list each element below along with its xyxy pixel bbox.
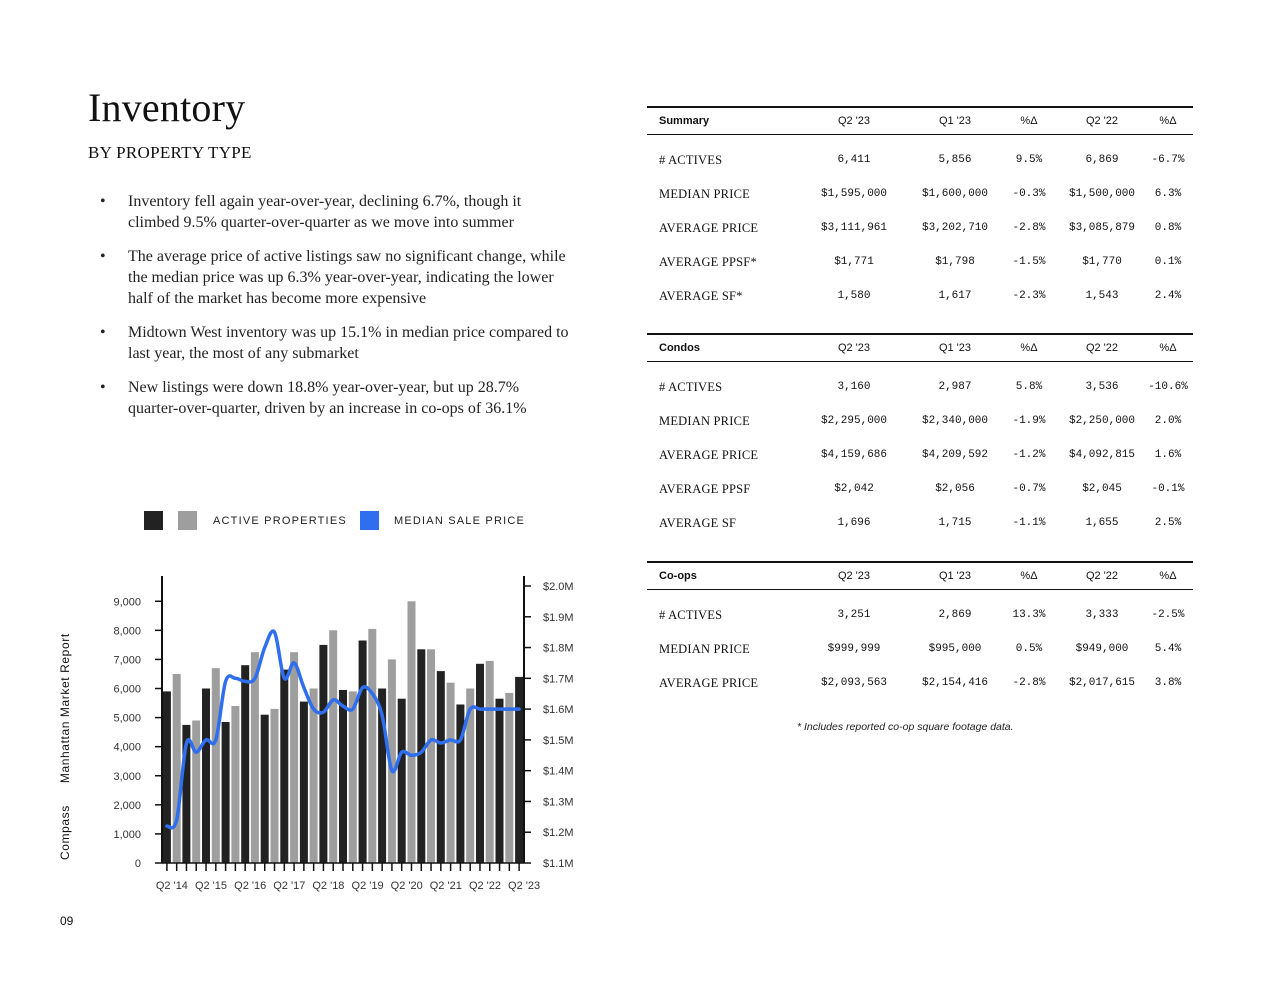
x-axis-tick-label: Q2 '17 <box>273 880 306 892</box>
legend-active-label: ACTIVE PROPERTIES <box>213 515 347 527</box>
table-cell: 1,543 <box>1085 290 1119 302</box>
left-axis-tick-label: 7,000 <box>113 654 141 667</box>
bullet-item: • New listings were down 18.8% year-over-year, but up 28.7% quarter-over-quarter, driven by an increase in co-ops of 36.1% <box>100 377 570 419</box>
table-cell: $2,340,000 <box>921 415 988 427</box>
table-cell: $2,154,416 <box>921 677 988 689</box>
x-axis-tick-label: Q2 '14 <box>155 880 188 892</box>
right-axis-tick-label: $1.1M <box>543 858 574 870</box>
summary-table <box>647 106 1193 313</box>
right-axis-tick-label: $1.9M <box>543 611 574 624</box>
active-properties-bar <box>486 661 494 863</box>
table-cell: $2,045 <box>1082 483 1122 495</box>
table-cell: $4,092,815 <box>1068 449 1135 461</box>
table-cell: 1,696 <box>837 517 871 529</box>
right-axis-tick-label: $1.7M <box>543 673 574 686</box>
active-properties-bar <box>417 649 425 863</box>
table-header-cell: Q1 '23 <box>913 107 997 135</box>
active-properties-bar <box>515 677 523 863</box>
table-cell: $1,798 <box>935 256 975 268</box>
x-axis-tick-label: Q2 '23 <box>508 880 541 892</box>
inventory-chart <box>0 560 600 900</box>
legend-median-label: MEDIAN SALE PRICE <box>394 515 526 527</box>
left-axis-tick-label: 9,000 <box>113 596 141 609</box>
active-properties-bar <box>319 645 327 863</box>
right-axis-tick-label: $1.8M <box>543 642 574 655</box>
table-cell: -1.5% <box>1012 256 1046 268</box>
table-cell: 2,987 <box>938 381 972 393</box>
table-cell: 1.6% <box>1154 449 1182 461</box>
left-axis-tick-label: 2,000 <box>113 799 141 812</box>
table-cell: -2.5% <box>1151 609 1185 621</box>
table-row <box>647 438 1193 472</box>
table-cell: 3,536 <box>1085 381 1119 393</box>
table-cell: $2,042 <box>834 483 874 495</box>
table-cell: 13.3% <box>1012 609 1046 621</box>
left-axis-tick-label: 3,000 <box>113 770 141 783</box>
left-axis-tick-label: 6,000 <box>113 683 141 696</box>
table-cell: 3.8% <box>1154 677 1182 689</box>
table-cell: $4,209,592 <box>921 449 988 461</box>
active-properties-bar <box>505 693 513 863</box>
table-row <box>647 666 1193 700</box>
table-cell: $2,295,000 <box>820 415 887 427</box>
table-header-cell: Q2 '23 <box>795 107 913 135</box>
table-cell: -6.7% <box>1151 154 1185 166</box>
left-axis-tick-label: 5,000 <box>113 712 141 725</box>
legend-swatch-dark <box>144 511 163 530</box>
table-cell: 5.4% <box>1154 643 1182 655</box>
x-axis-tick-label: Q2 '18 <box>312 880 345 892</box>
table-cell: $2,056 <box>935 483 975 495</box>
active-properties-bar <box>359 641 367 864</box>
table-header-cell: Q2 '22 <box>1061 334 1143 362</box>
table-row <box>647 211 1193 245</box>
table-cell: $1,600,000 <box>921 188 988 200</box>
table-cell: 6.3% <box>1154 188 1182 200</box>
table-cell: 2.5% <box>1154 517 1182 529</box>
table-cell: 6,869 <box>1085 154 1119 166</box>
table-row <box>647 245 1193 279</box>
active-properties-bar <box>329 630 337 863</box>
active-properties-bar <box>241 665 249 863</box>
table-cell: 1,617 <box>938 290 972 302</box>
active-properties-bar <box>408 601 416 863</box>
row-label: AVERAGE PPSF <box>659 481 751 496</box>
side-label <box>58 620 74 860</box>
table-cell: $4,159,686 <box>820 449 887 461</box>
active-properties-bar <box>202 689 210 864</box>
right-axis-tick-label: $1.4M <box>543 765 574 778</box>
active-properties-bar <box>231 706 239 863</box>
active-properties-bar <box>476 664 484 863</box>
table-cell: 0.5% <box>1015 643 1043 655</box>
table-cell: -2.8% <box>1012 677 1046 689</box>
active-properties-bar <box>163 691 171 863</box>
table-cell: 2.0% <box>1154 415 1182 427</box>
bullet-item: • Inventory fell again year-over-year, declining 6.7%, though it climbed 9.5% quarter-over-quarter as we move into summer <box>100 191 570 233</box>
table-cell: -0.7% <box>1012 483 1046 495</box>
condos-table <box>647 333 1193 540</box>
table-header-cell: Q2 '22 <box>1061 107 1143 135</box>
table-header-cell: Co-ops <box>647 562 795 590</box>
legend-swatch-light <box>178 511 197 530</box>
table-cell: $1,770 <box>1082 256 1122 268</box>
table-header-cell: Q1 '23 <box>913 562 997 590</box>
left-axis-tick-label: 1,000 <box>113 828 141 841</box>
table-header-cell: Q2 '23 <box>795 562 913 590</box>
x-axis-tick-label: Q2 '19 <box>351 880 384 892</box>
active-properties-bar <box>212 668 220 863</box>
x-axis-tick-label: Q2 '20 <box>390 880 423 892</box>
table-cell: $2,093,563 <box>820 677 887 689</box>
x-axis-tick-label: Q2 '22 <box>468 880 502 892</box>
row-label: AVERAGE PRICE <box>659 675 759 690</box>
x-axis-tick-label: Q2 '21 <box>429 880 462 892</box>
table-header-cell: Q1 '23 <box>913 334 997 362</box>
active-properties-bar <box>271 709 279 863</box>
table-cell: 5,856 <box>938 154 972 166</box>
row-label: # ACTIVES <box>659 607 723 622</box>
table-cell: $3,202,710 <box>921 222 988 234</box>
table-header-cell: %Δ <box>1143 334 1193 362</box>
page-subtitle: BY PROPERTY TYPE <box>88 143 252 162</box>
table-cell: -0.1% <box>1151 483 1185 495</box>
table-cell: 3,160 <box>837 381 871 393</box>
active-properties-bar <box>280 670 288 863</box>
page-number: 09 <box>60 914 74 928</box>
table-cell: $2,250,000 <box>1068 415 1135 427</box>
active-properties-bar <box>222 722 230 863</box>
table-cell: $1,595,000 <box>820 188 887 200</box>
table-header-cell: Condos <box>647 334 795 362</box>
row-label: MEDIAN PRICE <box>659 413 750 428</box>
table-header-cell: %Δ <box>1143 562 1193 590</box>
right-axis-tick-label: $1.2M <box>543 827 574 840</box>
table-cell: 1,580 <box>837 290 871 302</box>
table-row <box>647 632 1193 666</box>
active-properties-bar <box>251 652 259 863</box>
row-label: # ACTIVES <box>659 379 723 394</box>
page-title: Inventory <box>88 85 246 130</box>
table-cell: $1,771 <box>834 256 874 268</box>
table-row <box>647 143 1193 177</box>
table-cell: $3,085,879 <box>1068 222 1135 234</box>
row-label: MEDIAN PRICE <box>659 186 750 201</box>
table-row <box>647 177 1193 211</box>
table-header-cell: %Δ <box>997 562 1061 590</box>
table-cell: 1,715 <box>938 517 972 529</box>
table-cell: 0.1% <box>1154 256 1182 268</box>
table-cell: -1.1% <box>1012 517 1046 529</box>
left-axis-tick-label: 8,000 <box>113 625 141 638</box>
active-properties-bar <box>290 652 298 863</box>
left-axis-tick-label: 0 <box>134 858 141 870</box>
row-label: # ACTIVES <box>659 152 723 167</box>
x-axis-tick-label: Q2 '16 <box>234 880 267 892</box>
active-properties-bar <box>398 699 406 863</box>
table-cell: $3,111,961 <box>820 222 887 234</box>
table-cell: 3,333 <box>1085 609 1119 621</box>
table-cell: $999,999 <box>827 643 881 655</box>
active-properties-bar <box>447 683 455 863</box>
x-axis-tick-label: Q2 '15 <box>194 880 228 892</box>
row-label: MEDIAN PRICE <box>659 641 750 656</box>
table-row <box>647 598 1193 632</box>
table-header-cell: %Δ <box>997 107 1061 135</box>
active-properties-bar <box>496 699 504 863</box>
table-header-cell: Summary <box>647 107 795 135</box>
table-cell: -1.2% <box>1012 449 1046 461</box>
bullet-item: • The average price of active listings saw no significant change, while the median price was up 6.3% year-over-year, indicating the lower half of the market has become more expensive <box>100 246 570 309</box>
active-properties-bar <box>437 671 445 863</box>
active-properties-bar <box>339 690 347 863</box>
left-axis-tick-label: 4,000 <box>113 741 141 754</box>
right-axis-tick-label: $1.5M <box>543 734 574 747</box>
table-header-cell: Q2 '22 <box>1061 562 1143 590</box>
brand-name: Compass <box>58 805 72 860</box>
active-properties-bar <box>427 649 435 863</box>
active-properties-bar <box>300 702 308 863</box>
right-axis-tick-label: $1.6M <box>543 704 574 717</box>
report-name: Manhattan Market Report <box>58 633 72 784</box>
table-cell: 2.4% <box>1154 290 1182 302</box>
table-cell: -2.8% <box>1012 222 1046 234</box>
table-cell: $995,000 <box>928 643 982 655</box>
table-cell: 5.8% <box>1015 381 1043 393</box>
table-cell: 2,869 <box>938 609 972 621</box>
bullet-item: • Midtown West inventory was up 15.1% in median price compared to last year, the most of any submarket <box>100 322 570 364</box>
active-properties-bar <box>310 689 318 864</box>
coops-table <box>647 561 1193 700</box>
row-label: AVERAGE PPSF* <box>659 254 757 269</box>
table-row <box>647 404 1193 438</box>
table-header-cell: %Δ <box>1143 107 1193 135</box>
table-row <box>647 506 1193 540</box>
table-cell: $1,500,000 <box>1068 188 1135 200</box>
right-axis-tick-label: $2.0M <box>543 581 574 593</box>
table-header-cell: %Δ <box>997 334 1061 362</box>
legend-swatch-blue <box>360 511 379 530</box>
active-properties-bar <box>261 715 269 863</box>
row-label: AVERAGE PRICE <box>659 220 759 235</box>
row-label: AVERAGE SF <box>659 515 737 530</box>
table-cell: -1.9% <box>1012 415 1046 427</box>
table-row <box>647 279 1193 313</box>
table-cell: 9.5% <box>1015 154 1043 166</box>
table-header-cell: Q2 '23 <box>795 334 913 362</box>
active-properties-bar <box>192 721 200 864</box>
row-label: AVERAGE SF* <box>659 288 743 303</box>
table-cell: 0.8% <box>1154 222 1182 234</box>
table-cell: -0.3% <box>1012 188 1046 200</box>
active-properties-bar <box>368 629 376 863</box>
table-row <box>647 370 1193 404</box>
table-cell: -10.6% <box>1148 381 1188 393</box>
active-properties-bar <box>173 674 181 863</box>
table-cell: -2.3% <box>1012 290 1046 302</box>
table-cell: 3,251 <box>837 609 871 621</box>
table-cell: 6,411 <box>837 154 871 166</box>
active-properties-bar <box>349 691 357 863</box>
table-cell: $2,017,615 <box>1068 677 1135 689</box>
table-row <box>647 472 1193 506</box>
row-label: AVERAGE PRICE <box>659 447 759 462</box>
table-cell: $949,000 <box>1075 643 1129 655</box>
right-axis-tick-label: $1.3M <box>543 796 574 809</box>
bullet-list <box>100 191 570 432</box>
table-cell: 1,655 <box>1085 517 1119 529</box>
footnote: * Includes reported co-op square footage data. <box>797 721 1014 733</box>
